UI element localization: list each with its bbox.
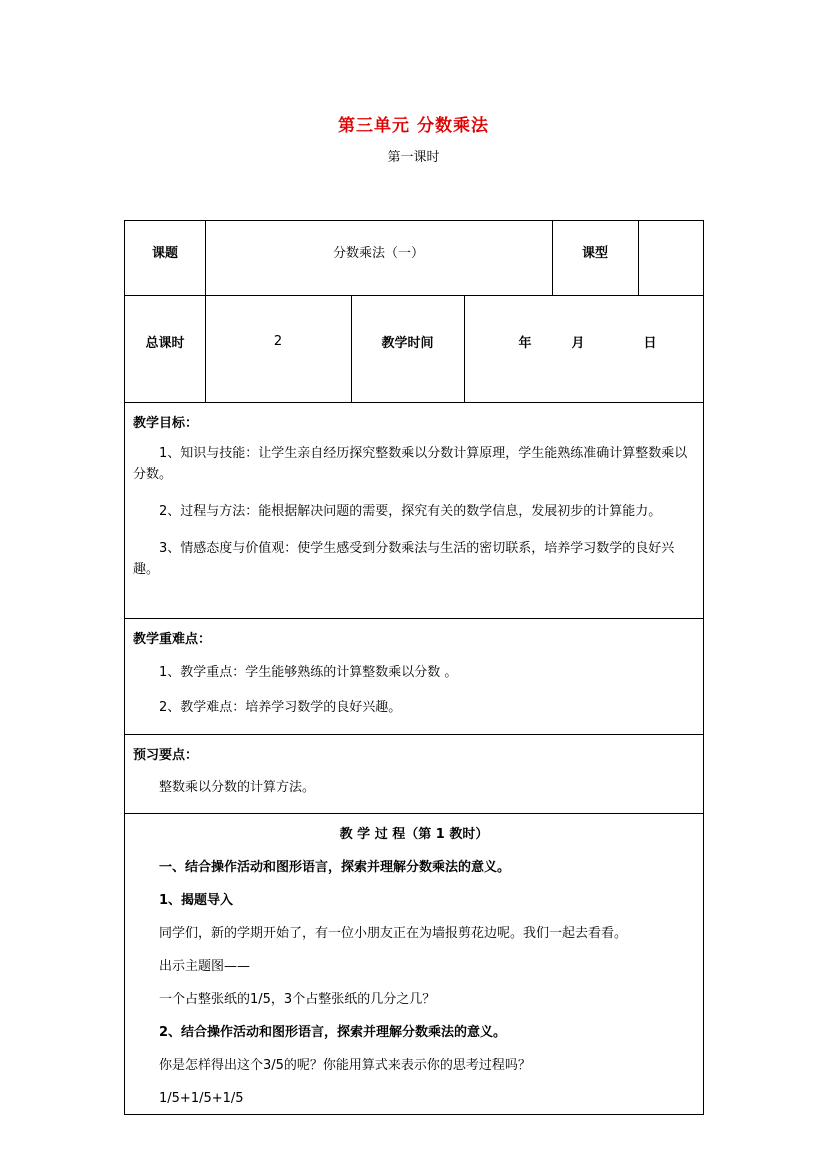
question-text: 一个占整张纸的1/5，3个占整张纸的几分之几？ [159,992,436,1007]
formula-text: 1/5+1/5+1/5 [159,1091,244,1106]
total-hours-label: 总课时 [145,335,185,351]
preview-section [133,745,695,798]
teaching-goals-heading: 教学目标： [133,416,199,431]
row-divider [125,734,703,735]
step-text: 同学们，新的学期开始了，有一位小朋友正在为墙报剪花边呢。我们一起去看看。 [159,926,628,941]
key-point-item: 2、教学难点：培养学习数学的良好兴趣。 [159,700,402,715]
year-label: 年 [518,335,532,351]
teaching-process-heading: 教 学 过 程（第 1 教时） [339,827,489,842]
step-title: 2、结合操作活动和图形语言，探索并理解分数乘法的意义。 [159,1025,507,1040]
step-title: 1、揭题导入 [159,893,234,908]
step-text: 你是怎样得出这个3/5的呢？你能用算式来表示你的思考过程吗？ [159,1058,531,1073]
row-divider [125,813,703,814]
total-hours-value: 2 [273,333,283,349]
document-subtitle: 第一课时 [387,150,440,165]
document-title: 第三单元 分数乘法 [338,116,489,136]
preview-heading: 预习要点： [133,748,199,763]
type-label: 课型 [581,245,608,261]
row-divider [125,618,703,619]
preview-text: 整数乘以分数的计算方法。 [159,780,316,795]
lesson-plan-table [124,220,704,1115]
type-value [638,221,704,281]
row-divider [125,402,703,403]
key-points-section [133,629,695,718]
month-label: 月 [571,335,585,351]
topic-value: 分数乘法（一） [332,245,424,261]
teaching-process-section [133,824,695,1109]
key-points-heading: 教学重难点： [133,632,212,647]
goal-item: 1、知识与技能：让学生亲自经历探究整数乘以分数计算原理，学生能熟练准确计算整数乘以分数。 [133,446,688,482]
topic-label: 课题 [151,245,178,261]
goal-item: 3、情感态度与价值观：使学生感受到分数乘法与生活的密切联系，培养学习数学的良好兴趣。 [133,541,675,577]
teaching-goals-section [133,413,695,580]
show-image-text: 出示主题图—— [159,959,251,974]
col-divider [464,295,465,402]
process-section-title: 一、结合操作活动和图形语言，探索并理解分数乘法的意义。 [159,860,511,875]
goal-item: 2、过程与方法：能根据解决问题的需要，探究有关的数学信息，发展初步的计算能力。 [159,504,662,519]
day-label: 日 [643,335,657,351]
key-point-item: 1、教学重点：学生能够熟练的计算整数乘以分数 。 [159,665,458,680]
teaching-time-label: 教学时间 [381,335,434,351]
